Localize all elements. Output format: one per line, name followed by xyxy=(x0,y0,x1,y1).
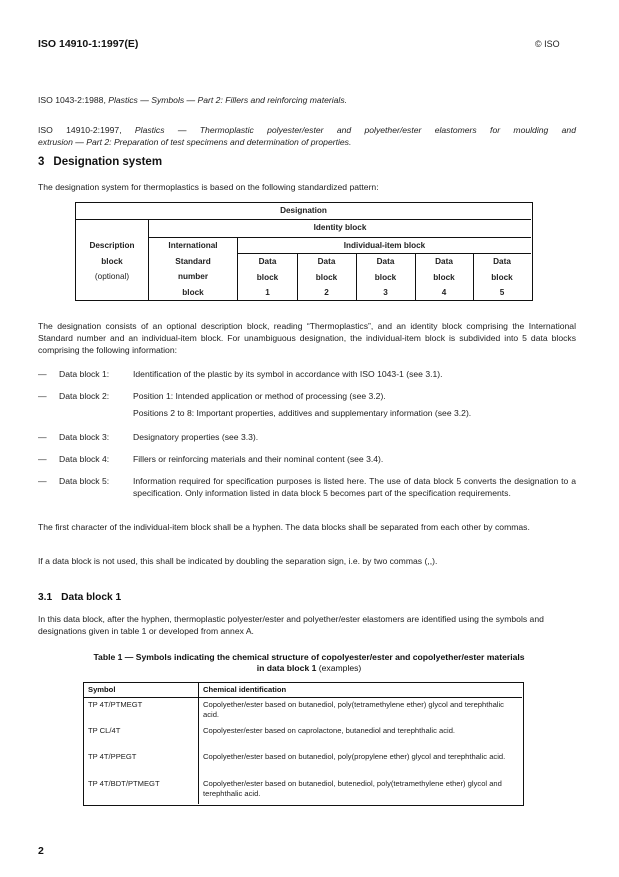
list-label: Data block 1: xyxy=(59,369,110,379)
international-standard-cell xyxy=(149,238,237,300)
section-number: 3 xyxy=(38,156,45,168)
data-block-1-cell xyxy=(238,254,297,301)
data-block-3-cell xyxy=(356,254,415,301)
table-header-symbol: Symbol xyxy=(88,685,116,694)
individual-item-block-header: Individual-item block xyxy=(343,241,426,250)
table-row-identification: Copolyester/ester based on caprolactone, butanediol and terephthalic acid. xyxy=(203,726,456,735)
list-dash: — xyxy=(38,432,47,442)
table-header-chemical-identification: Chemical identification xyxy=(203,685,287,694)
data-block-2-cell xyxy=(297,254,356,301)
description-block-cell xyxy=(76,238,148,285)
section-3-heading xyxy=(38,156,162,168)
section-3-intro: The designation system for thermoplastics is based on the following standardized pattern: xyxy=(38,182,379,192)
table-row-symbol: TP 4T/PPEGT xyxy=(88,752,137,761)
list-label: Data block 2: xyxy=(59,391,110,401)
section-3-1-paragraph: In this data block, after the hyphen, thermoplastic polyester/ester and polyether/ester elastomers are identified using the symbols and designations given in table 1 or developed from annex A. xyxy=(38,614,544,637)
table-row-identification: Copolyether/ester based on butanediol, poly(tetramethylene ether) glycol and terephthalic acid. xyxy=(203,700,504,719)
cell-line: 3 xyxy=(383,288,388,297)
cell-line: block xyxy=(256,272,279,282)
cell-line: block xyxy=(101,256,123,266)
list-description xyxy=(133,368,576,385)
table-row-symbol: TP CL/4T xyxy=(88,726,121,735)
cell-line: Standard xyxy=(175,256,211,266)
designation-table xyxy=(75,202,533,301)
list-description xyxy=(133,431,576,448)
reference-code: ISO 1043-2:1988, xyxy=(38,95,106,105)
cell-line: Data xyxy=(435,257,453,266)
cell-line: block xyxy=(491,272,513,282)
table-row-symbol: TP 4T/BDT/PTMEGT xyxy=(88,779,160,788)
data-block-4-cell xyxy=(415,254,473,301)
cell-line: Data xyxy=(376,257,395,266)
section-title: Data block 1 xyxy=(61,592,122,603)
list-description xyxy=(133,453,576,470)
cell-line: Data xyxy=(258,257,277,266)
cell-line: number xyxy=(177,272,209,281)
reference-iso-14910-2 xyxy=(38,124,576,148)
cell-line: 2 xyxy=(324,288,329,297)
table-rule xyxy=(84,697,522,698)
section-3-1-heading xyxy=(38,592,121,603)
cell-line: 5 xyxy=(499,288,505,297)
first-character-paragraph: The first character of the individual-item block shall be a hyphen. The data blocks shall be separated from each other by commas. xyxy=(38,522,530,532)
cell-line: (optional) xyxy=(94,272,130,281)
section-title: Designation system xyxy=(53,156,163,168)
table-1 xyxy=(83,682,524,806)
list-description xyxy=(133,475,576,504)
description-line: Designatory properties (see 3.3). xyxy=(133,432,259,442)
list-dash: — xyxy=(38,391,47,401)
table-row-identification: Copolyether/ester based on butanediol, poly(propylene ether) glycol and terephthalic acid. xyxy=(203,752,506,761)
caption-line-2 xyxy=(40,663,578,674)
copyright-notice: © ISO xyxy=(535,39,560,49)
description-line: Identification of the plastic by its symbol in accordance with ISO 1043-1 (see 3.1). xyxy=(133,369,443,379)
cell-line: Data xyxy=(317,257,336,266)
description-line: Positions 2 to 8: Important properties, additives and supplementary information (see 3.2). xyxy=(133,408,472,419)
caption-bold-text: in data block 1 xyxy=(256,663,317,673)
table-row-symbol: TP 4T/PTMEGT xyxy=(88,700,143,709)
list-dash: — xyxy=(38,369,47,379)
designation-description-paragraph: The designation consists of an optional description block, reading “Thermoplastics”, and an identity block comprising the International Standard number and an individual-item block. For unambiguous designation, the individual-item block is subdivided into 5 data blocks comprising the following information: xyxy=(38,321,576,356)
table-row-identification: Copolyether/ester based on butanediol, butenediol, poly(tetramethylene ether) glycol and terephthalic acid. xyxy=(203,779,502,798)
reference-title: Plastics — Symbols — Part 2: Fillers and reinforcing materials. xyxy=(108,95,348,105)
designation-header: Designation xyxy=(280,206,327,215)
list-label: Data block 3: xyxy=(59,432,110,442)
description-line: Information required for specification purposes is listed here. The use of data block 5 converts the designation to a specification. Only information listed in data block 5 becomes part of the specification requirements. xyxy=(133,476,576,499)
list-description xyxy=(133,390,576,424)
description-line: Fillers or reinforcing materials and their nominal content (see 3.4). xyxy=(133,454,384,464)
cell-line: 1 xyxy=(265,288,270,297)
reference-code: ISO 14910-2:1997, xyxy=(38,125,122,135)
caption-line-1: Table 1 — Symbols indicating the chemical structure of copolyester/ester and copolyether/ester materials xyxy=(93,652,525,662)
list-dash: — xyxy=(38,454,47,464)
cell-line: block xyxy=(433,272,455,282)
table-1-caption xyxy=(40,652,578,674)
cell-line: 4 xyxy=(441,288,447,297)
cell-line: Description xyxy=(89,241,135,250)
reference-line-1 xyxy=(38,124,576,136)
reference-title-part-2: extrusion — Part 2: Preparation of test specimens and determination of properties. xyxy=(38,137,352,148)
unused-block-paragraph: If a data block is not used, this shall be indicated by doubling the separation sign, i.e. by two commas (,,). xyxy=(38,556,438,566)
caption-normal-text: (examples) xyxy=(316,663,362,673)
cell-line: Data xyxy=(493,257,511,266)
list-dash: — xyxy=(38,476,47,486)
identity-block-header: Identity block xyxy=(313,223,367,232)
page-number: 2 xyxy=(38,845,44,857)
cell-line: International xyxy=(168,241,218,250)
description-line: Position 1: Intended application or method of processing (see 3.2). xyxy=(133,391,386,401)
data-block-5-cell xyxy=(473,254,531,301)
table-rule xyxy=(198,683,199,804)
reference-iso-1043-2 xyxy=(38,94,576,106)
list-label: Data block 5: xyxy=(59,476,110,486)
cell-line: block xyxy=(374,272,397,282)
list-label: Data block 4: xyxy=(59,454,110,464)
cell-line: block xyxy=(182,287,204,297)
document-id: ISO 14910-1:1997(E) xyxy=(38,38,139,50)
section-number: 3.1 xyxy=(38,592,53,603)
cell-line: block xyxy=(315,272,338,282)
reference-title-part-1: Plastics — Thermoplastic polyester/ester and polyether/ester elastomers for moulding and xyxy=(134,125,576,135)
